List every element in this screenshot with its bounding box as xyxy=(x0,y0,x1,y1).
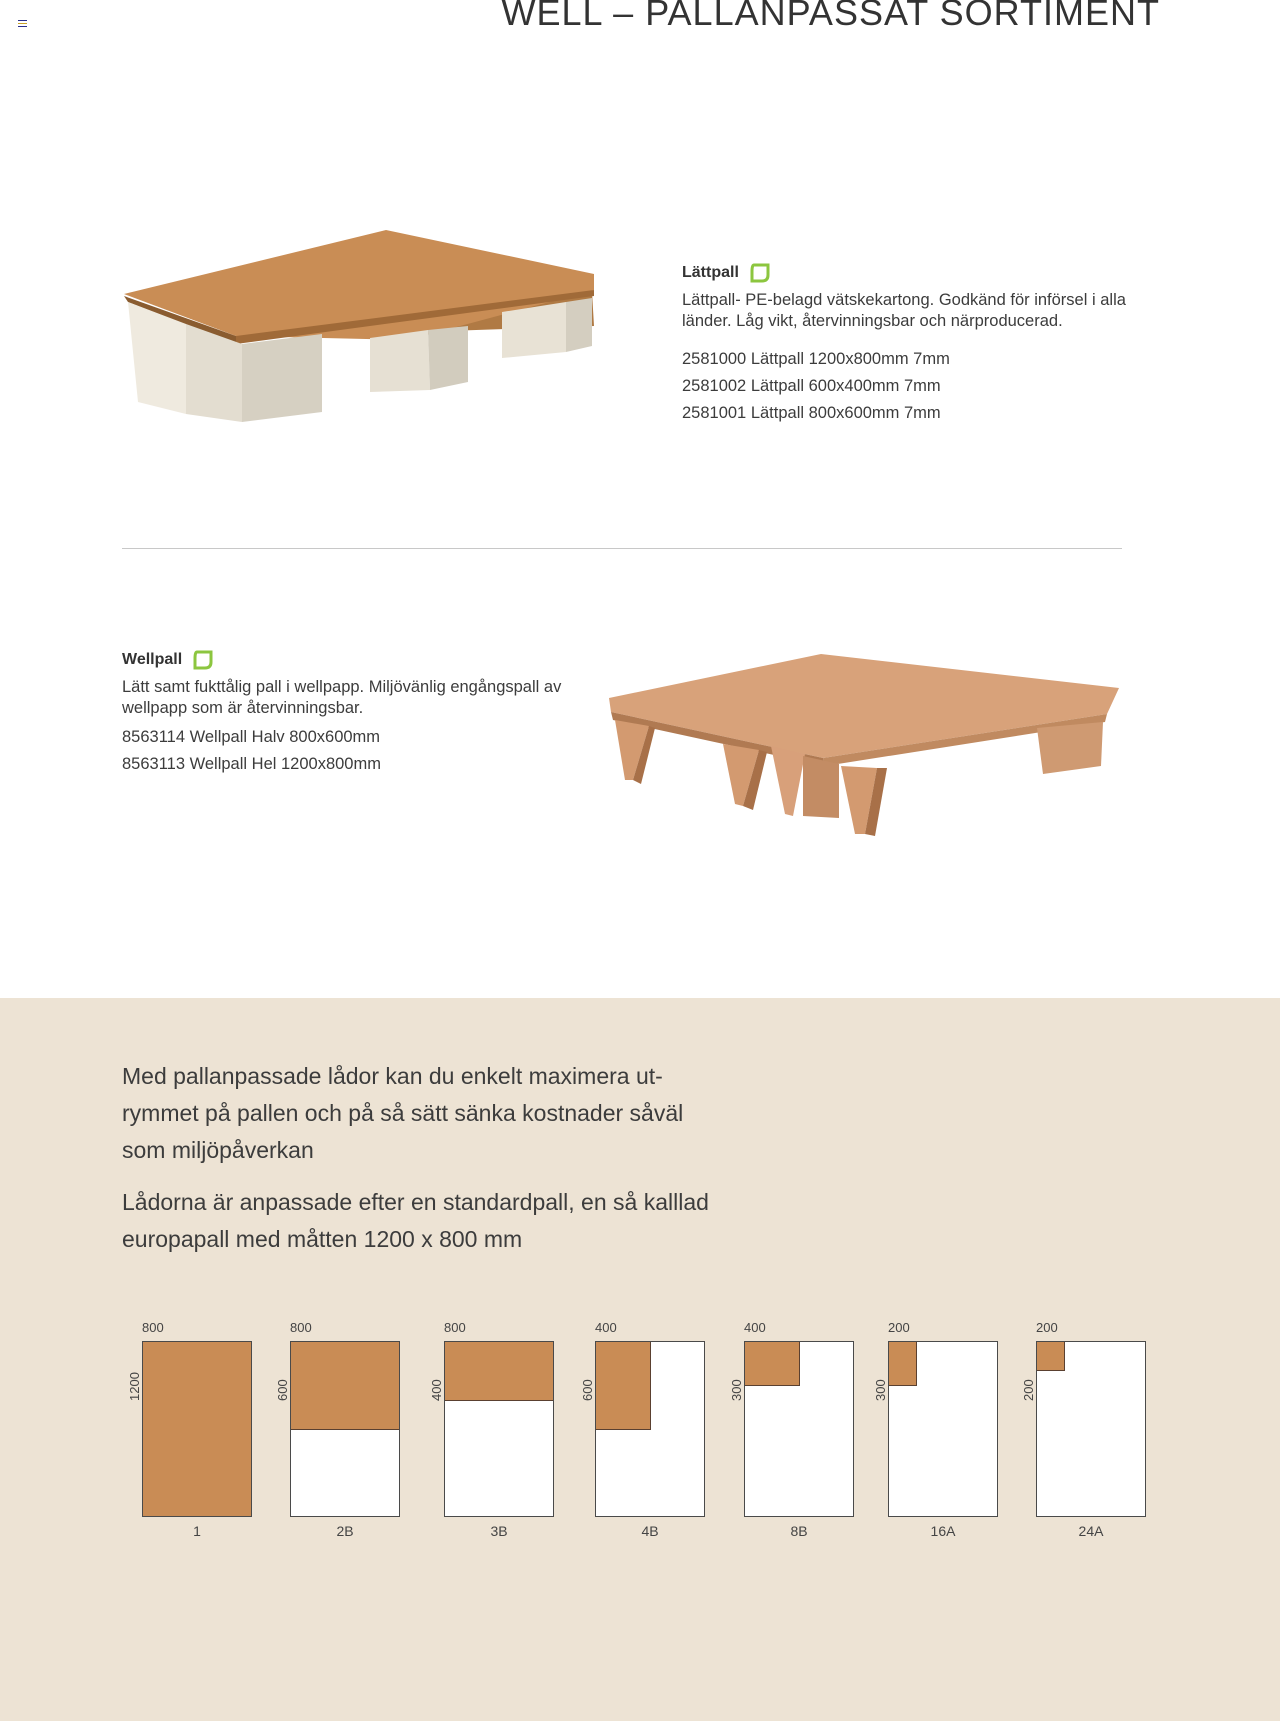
product-description: Lätt samt fukttålig pall i wellpapp. Miljövänlig engångspall av wellpapp som är återvinningsbar. xyxy=(122,678,562,717)
product-item: 8563113 Wellpall Hel 1200x800mm xyxy=(122,755,381,773)
diagram-name: 1 xyxy=(193,1523,201,1539)
product-name: Lättpall xyxy=(682,264,739,281)
diagram-width-label: 200 xyxy=(888,1320,910,1335)
pallet-outline xyxy=(888,1341,998,1517)
pallet-outline xyxy=(290,1341,400,1517)
diagram-name: 2B xyxy=(336,1523,354,1539)
page-title: WELL – PALLANPASSAT SORTIMENT xyxy=(501,0,1160,33)
section-divider xyxy=(122,548,1122,549)
lattpall-image xyxy=(118,222,604,452)
diagram-height-label: 300 xyxy=(729,1379,744,1401)
product-item: 2581001 Lättpall 800x600mm 7mm xyxy=(682,404,941,422)
diagram-name: 8B xyxy=(790,1523,808,1539)
diagram-width-label: 800 xyxy=(142,1320,164,1335)
pallet-outline xyxy=(595,1341,705,1517)
diagram-width-label: 800 xyxy=(290,1320,312,1335)
info-paragraph-2: Lådorna är anpassade efter en standardpall, en så kalllad europapall med måtten 1200 x 800 mm xyxy=(122,1189,709,1252)
box-footprint xyxy=(143,1342,252,1517)
diagram-height-label: 600 xyxy=(275,1379,290,1401)
diagram-height-label: 1200 xyxy=(127,1372,142,1401)
diagram-width-label: 800 xyxy=(444,1320,466,1335)
diagram-width-label: 400 xyxy=(595,1320,617,1335)
box-footprint xyxy=(596,1342,651,1430)
product-item: 8563114 Wellpall Halv 800x600mm xyxy=(122,728,381,746)
pallet-outline xyxy=(142,1341,252,1517)
diagram-name: 16A xyxy=(930,1523,956,1539)
box-footprint xyxy=(291,1342,400,1430)
diagram-name: 3B xyxy=(490,1523,508,1539)
box-footprint xyxy=(889,1342,917,1386)
wellpall-product xyxy=(122,649,592,778)
product-name: Wellpall xyxy=(122,651,183,668)
pallet-outline xyxy=(444,1341,554,1517)
diagram-height-label: 400 xyxy=(429,1379,444,1401)
pallet-outline xyxy=(1036,1341,1146,1517)
diagram-width-label: 200 xyxy=(1036,1320,1058,1335)
box-footprint xyxy=(745,1342,800,1386)
box-footprint xyxy=(445,1342,554,1401)
diagram-width-label: 400 xyxy=(744,1320,766,1335)
product-item: 2581000 Lättpall 1200x800mm 7mm xyxy=(682,350,950,368)
wellpall-image xyxy=(603,648,1123,840)
info-section xyxy=(0,998,1280,1721)
product-item: 2581002 Lättpall 600x400mm 7mm xyxy=(682,377,941,395)
info-paragraph-1: Med pallanpassade lådor kan du enkelt maximera utrymmet på pallen och på så sätt sänka kostnader såväl som miljöpåverkan xyxy=(122,1063,684,1163)
diagram-height-label: 200 xyxy=(1021,1379,1036,1401)
diagram-height-label: 300 xyxy=(873,1379,888,1401)
green-leaf-icon xyxy=(192,649,214,671)
lattpall-product xyxy=(682,262,1142,427)
box-footprint xyxy=(1037,1342,1065,1371)
diagram-height-label: 600 xyxy=(580,1379,595,1401)
green-leaf-icon xyxy=(749,262,771,284)
diagram-name: 4B xyxy=(641,1523,659,1539)
pallet-outline xyxy=(744,1341,854,1517)
diagram-name: 24A xyxy=(1078,1523,1104,1539)
product-description: Lättpall- PE-belagd vätskekartong. Godkänd för införsel i alla länder. Låg vikt, återvinningsbar och närproducerad. xyxy=(682,291,1126,330)
